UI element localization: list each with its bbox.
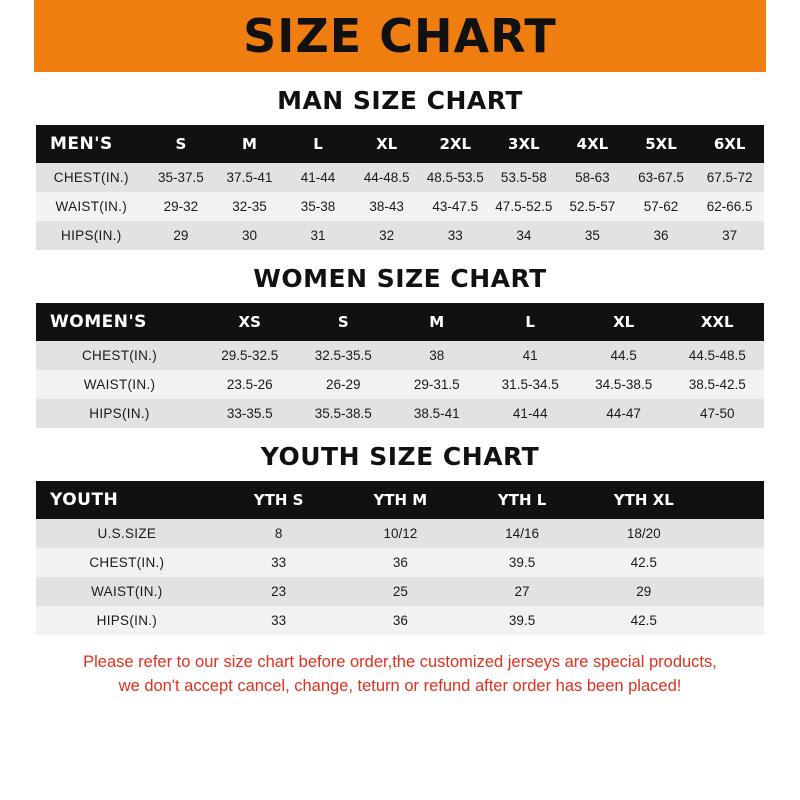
- men-cell: 35-38: [284, 192, 353, 221]
- youth-cell: 23: [218, 577, 340, 606]
- youth-row-label: CHEST(IN.): [36, 548, 218, 577]
- women-table-body: [36, 303, 764, 428]
- women-cell: 47-50: [670, 399, 764, 428]
- table-row: [36, 163, 764, 192]
- women-row-label: CHEST(IN.): [36, 341, 203, 370]
- men-row-label: CHEST(IN.): [36, 163, 147, 192]
- women-row-label: HIPS(IN.): [36, 399, 203, 428]
- youth-section: [0, 442, 800, 635]
- men-cell: 29-32: [147, 192, 216, 221]
- men-cell: 34: [490, 221, 559, 250]
- men-cell: 33: [421, 221, 490, 250]
- youth-row-label: U.S.SIZE: [36, 519, 218, 548]
- women-table-header-row: [36, 303, 764, 341]
- women-cell: 44-47: [577, 399, 670, 428]
- men-cell: 62-66.5: [695, 192, 764, 221]
- men-cell: 36: [627, 221, 696, 250]
- youth-cell: 39.5: [461, 548, 583, 577]
- youth-cell-spacer: [705, 577, 764, 606]
- men-cell: 47.5-52.5: [490, 192, 559, 221]
- youth-cell: 39.5: [461, 606, 583, 635]
- women-cell: 23.5-26: [203, 370, 296, 399]
- table-row: [36, 548, 764, 577]
- youth-row-label: HIPS(IN.): [36, 606, 218, 635]
- women-size-table: [36, 303, 764, 428]
- youth-cell-spacer: [705, 606, 764, 635]
- youth-header-cell: YTH XL: [613, 491, 674, 509]
- men-size-table: [36, 125, 764, 250]
- men-header-cell: 3XL: [508, 135, 540, 153]
- youth-cell: 14/16: [461, 519, 583, 548]
- men-row-label: HIPS(IN.): [36, 221, 147, 250]
- men-header-cell: M: [241, 135, 257, 153]
- youth-table-header-row: [36, 481, 764, 519]
- men-header-cell: 4XL: [576, 135, 609, 153]
- youth-cell: 33: [218, 606, 340, 635]
- table-row: [36, 399, 764, 428]
- men-cell: 38-43: [352, 192, 421, 221]
- men-section-title: MAN SIZE CHART: [277, 86, 523, 115]
- women-cell: 29.5-32.5: [203, 341, 296, 370]
- men-row-label: WAIST(IN.): [36, 192, 147, 221]
- women-cell: 31.5-34.5: [483, 370, 576, 399]
- women-cell: 41: [483, 341, 576, 370]
- women-cell: 38.5-42.5: [670, 370, 764, 399]
- footer-line-2: we don't accept cancel, change, teturn or refund after order has been placed!: [118, 676, 682, 695]
- table-row: [36, 519, 764, 548]
- men-header-cell: L: [313, 135, 323, 153]
- men-header-cell: 5XL: [645, 135, 677, 153]
- women-cell: 38: [390, 341, 483, 370]
- women-cell: 38.5-41: [390, 399, 483, 428]
- men-cell: 35: [558, 221, 627, 250]
- youth-cell: 29: [583, 577, 705, 606]
- youth-cell: 42.5: [583, 548, 705, 577]
- youth-header-cell: YOUTH: [50, 490, 119, 510]
- men-header-cell: 6XL: [713, 135, 746, 153]
- youth-cell: 42.5: [583, 606, 705, 635]
- men-header-cell: S: [175, 135, 187, 153]
- youth-section-title: YOUTH SIZE CHART: [260, 442, 540, 471]
- men-cell: 67.5-72: [695, 163, 764, 192]
- men-cell: 31: [284, 221, 353, 250]
- table-row: [36, 577, 764, 606]
- women-section-title: WOMEN SIZE CHART: [253, 264, 547, 293]
- youth-table-body: [36, 481, 764, 635]
- women-header-cell: WOMEN'S: [50, 312, 147, 332]
- men-cell: 57-62: [627, 192, 696, 221]
- men-cell: 43-47.5: [421, 192, 490, 221]
- men-cell: 41-44: [284, 163, 353, 192]
- women-cell: 44.5: [577, 341, 670, 370]
- youth-cell: 25: [339, 577, 461, 606]
- header-banner: [0, 0, 800, 72]
- men-cell: 35-37.5: [147, 163, 216, 192]
- women-cell: 35.5-38.5: [296, 399, 389, 428]
- footer-line-1: Please refer to our size chart before order,the customized jerseys are special products,: [83, 653, 717, 671]
- women-row-label: WAIST(IN.): [36, 370, 203, 399]
- youth-cell: 10/12: [339, 519, 461, 548]
- men-cell: 29: [147, 221, 216, 250]
- men-section: [0, 86, 800, 250]
- youth-header-cell: YTH M: [373, 491, 428, 509]
- men-cell: 44-48.5: [352, 163, 421, 192]
- table-row: [36, 192, 764, 221]
- men-cell: 58-63: [558, 163, 627, 192]
- women-cell: 33-35.5: [203, 399, 296, 428]
- men-cell: 32: [352, 221, 421, 250]
- men-cell: 37: [695, 221, 764, 250]
- women-header-cell: M: [429, 313, 445, 331]
- table-row: [36, 370, 764, 399]
- youth-cell: 18/20: [583, 519, 705, 548]
- page-title: SIZE CHART: [243, 9, 557, 63]
- youth-header-spacer: [705, 481, 764, 519]
- women-header-cell: L: [525, 313, 535, 331]
- youth-cell: 8: [218, 519, 340, 548]
- women-header-cell: S: [337, 313, 349, 331]
- women-header-cell: XL: [613, 313, 635, 331]
- women-cell: 32.5-35.5: [296, 341, 389, 370]
- men-table-header-row: [36, 125, 764, 163]
- youth-cell-spacer: [705, 548, 764, 577]
- men-cell: 53.5-58: [490, 163, 559, 192]
- youth-cell: 33: [218, 548, 340, 577]
- women-cell: 26-29: [296, 370, 389, 399]
- youth-header-cell: YTH L: [497, 491, 547, 509]
- youth-cell: 36: [339, 548, 461, 577]
- table-row: [36, 606, 764, 635]
- youth-size-table: [36, 481, 764, 635]
- women-cell: 34.5-38.5: [577, 370, 670, 399]
- men-cell: 37.5-41: [215, 163, 284, 192]
- men-cell: 63-67.5: [627, 163, 696, 192]
- footer-disclaimer: [0, 651, 800, 699]
- men-header-cell: XL: [376, 135, 398, 153]
- men-header-cell: MEN'S: [50, 134, 113, 154]
- men-cell: 48.5-53.5: [421, 163, 490, 192]
- header-right-margin: [766, 0, 800, 72]
- youth-row-label: WAIST(IN.): [36, 577, 218, 606]
- women-cell: 44.5-48.5: [670, 341, 764, 370]
- youth-cell: 36: [339, 606, 461, 635]
- men-table-body: [36, 125, 764, 250]
- header-left-margin: [0, 0, 34, 72]
- men-cell: 32-35: [215, 192, 284, 221]
- women-cell: 29-31.5: [390, 370, 483, 399]
- table-row: [36, 221, 764, 250]
- youth-header-cell: YTH S: [253, 491, 304, 509]
- men-cell: 52.5-57: [558, 192, 627, 221]
- women-header-cell: XXL: [700, 313, 734, 331]
- women-header-cell: XS: [238, 313, 261, 331]
- men-cell: 30: [215, 221, 284, 250]
- table-row: [36, 341, 764, 370]
- men-header-cell: 2XL: [439, 135, 472, 153]
- youth-cell: 27: [461, 577, 583, 606]
- women-section: [0, 264, 800, 428]
- youth-cell-spacer: [705, 519, 764, 548]
- women-cell: 41-44: [483, 399, 576, 428]
